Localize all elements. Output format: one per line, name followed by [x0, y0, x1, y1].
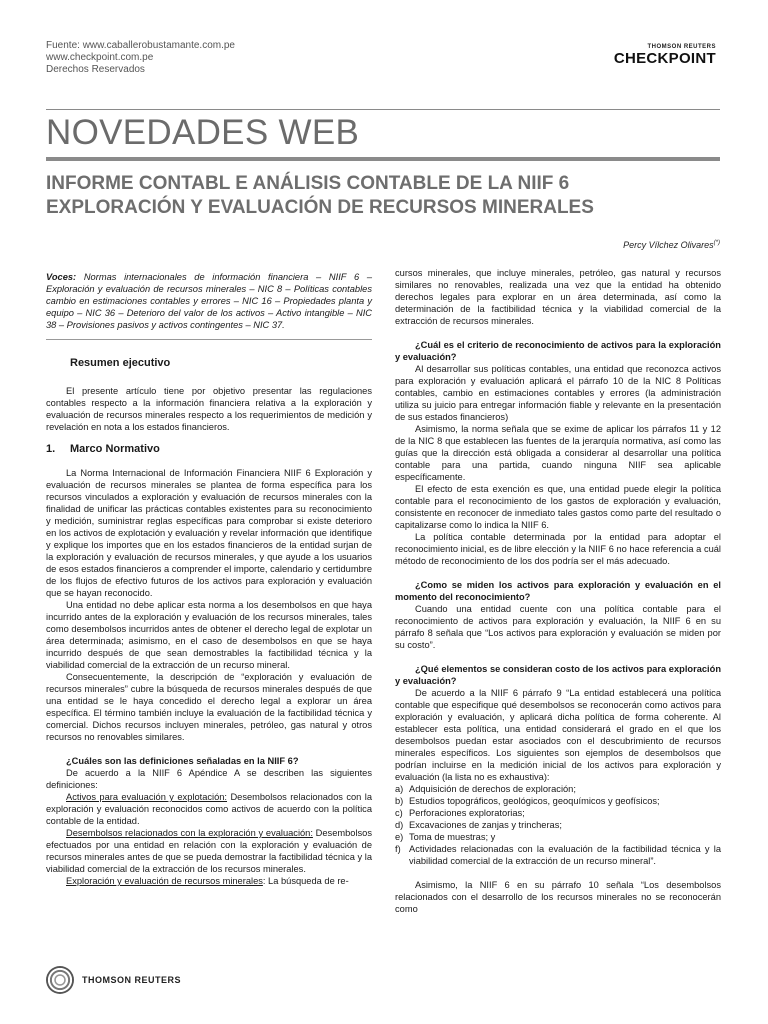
body-paragraph: Asimismo, la NIIF 6 en su párrafo 10 señala “Los desembolsos relacionados con el desarrollo de los recursos minerales no se reconocerán como — [395, 880, 721, 914]
list-item — [395, 843, 721, 867]
checkpoint-logo — [614, 44, 716, 67]
source-line: www.checkpoint.com.pe — [46, 52, 154, 63]
body-paragraph: Al desarrollar sus políticas contables, una entidad que reconozca activos para exploración y evaluación aplicará el párrafo 10 de la NIC 8 Políticas contables, cambio en estimaciones contables y errores (la administración utiliza su juicio para entregar información fiable y relevante en la presentación de sus estados financieros) — [395, 364, 721, 422]
footer-logo-text: THOMSON REUTERS — [82, 975, 182, 985]
question-heading: ¿Qué elementos se consideran costo de los activos para exploración y evaluación? — [395, 664, 721, 686]
top-divider — [46, 109, 720, 110]
definition-term: Exploración y evaluación de recursos minerales — [66, 876, 263, 886]
body-paragraph: Asimismo, la norma señala que se exime de aplicar los párrafos 11 y 12 de la NIC 8 que establecen las fuentes de la jerarquía normativa, así como las guías que la dirección está obligada a considerar al desarrollar una política contable para una partida, cuando ninguna NIIF sea aplicable específicamente. — [395, 424, 721, 482]
list-text: Adquisición de derechos de exploración; — [409, 784, 576, 794]
list-letter: e) — [395, 832, 404, 842]
question-heading: ¿Cuáles son las definiciones señaladas en la NIIF 6? — [66, 756, 299, 766]
definition-paragraph — [46, 875, 372, 887]
list-text: Toma de muestras; y — [409, 832, 496, 842]
question-heading: ¿Cuál es el criterio de reconocimiento de activos para la exploración y evaluación? — [395, 340, 721, 362]
list-text: Perforaciones exploratorias; — [409, 808, 525, 818]
summary-paragraph: El presente artículo tiene por objetivo presentar las regulaciones contables respecto a la información financiera relativa a la exploración y evaluación de recursos minerales respecto a los requerimientos de medición y revelación en nota a los estados financieros. — [46, 386, 372, 432]
list-item — [395, 783, 721, 795]
keywords-divider — [46, 339, 372, 340]
section-heading-text: Marco Normativo — [70, 443, 160, 455]
body-paragraph: De acuerdo a la NIIF 6 párrafo 9 “La entidad establecerá una política contable que especifique qué desembolsos se reconocerán como activos para exploración y evaluación, y aplicará dicha política de forma coherente. Al establecer esta política, una entidad considerará el grado en el que los desembolsos puedan estar asociados con el descubrimiento de recursos minerales específicos. Los siguientes son ejemplos de desembolsos que podrían incluirse en la medición inicial de los activos para exploración y evaluación (la lista no es exhaustiva): — [395, 688, 721, 782]
section-heading — [46, 443, 372, 455]
list-text: Estudios topográficos, geológicos, geoquímicos y geofísicos; — [409, 796, 660, 806]
section-title: NOVEDADES WEB — [46, 113, 360, 152]
definition-text: Desembolsos relacionados con la exploración y evaluación reconocidos como activos de acuerdo con la política contable de la entidad. — [46, 792, 372, 826]
definition-text: : La búsqueda de re- — [262, 876, 349, 886]
list-letter: b) — [395, 796, 404, 806]
keywords-text: Normas internacionales de información financiera – NIIF 6 – Exploración y evaluación de recursos minerales – NIC 8 – Políticas contables cambio en estimaciones contables y errores – NIC 16 – Propiedades planta y equipo – NIC 36 – Deterioro del valor de los activos – Activo intangible – NIC 38 – Provisiones pasivos y activos contingentes – NIC 37. — [46, 272, 372, 330]
keywords-block — [46, 271, 372, 337]
list-item — [395, 795, 721, 807]
source-line: Fuente: www.caballerobustamante.com.pe — [46, 40, 235, 51]
definition-term: Desembolsos relacionados con la exploración y evaluación: — [66, 828, 313, 838]
thomson-reuters-logo-icon — [46, 966, 74, 994]
document-title-line: EXPLORACIÓN Y EVALUACIÓN DE RECURSOS MINERALES — [46, 197, 594, 218]
author-byline — [623, 240, 720, 250]
list-item — [395, 807, 721, 819]
document-title — [46, 172, 726, 220]
list-item — [395, 819, 721, 831]
thick-divider — [46, 157, 720, 161]
section-number: 1. — [46, 443, 56, 455]
list-item — [395, 831, 721, 843]
keywords-label: Voces: — [46, 272, 77, 282]
body-paragraph: cursos minerales, que incluye minerales, petróleo, gas natural y recursos similares no renovables, realizada una vez que la entidad ha obtenido derechos legales para explorar en un área determinada, así como la determinación de la factibilidad técnica y la viabilidad comercial de la extracción de recursos minerales. — [395, 268, 721, 326]
list-text: Actividades relacionadas con la evaluación de la factibilidad técnica y la viabilidad comercial de la extracción de un recurso mineral”. — [409, 844, 721, 866]
definition-paragraph — [46, 827, 372, 875]
footer — [46, 966, 181, 994]
body-paragraph: Consecuentemente, la descripción de “exploración y evaluación de recursos minerales” cubre la búsqueda de recursos minerales después de que una entidad se le haya concedido el derecho legal a explorar un área específica. El término también incluye la evaluación de la factibilidad técnica y comercial. Dichos recursos incluyen minerales, petróleo, gas natural y otros recursos no renovables similares. — [46, 672, 372, 742]
document-title-line: INFORME CONTABL E ANÁLISIS CONTABLE DE LA NIIF 6 — [46, 173, 570, 194]
cost-elements-list — [395, 783, 721, 867]
question-heading: ¿Como se miden los activos para exploración y evaluación en el momento del reconocimiento? — [395, 580, 721, 602]
definition-paragraph — [46, 791, 372, 827]
body-paragraph: Una entidad no debe aplicar esta norma a los desembolsos en que haya incurrido antes de la exploración y evaluación de los recursos minerales, tales como desembolsos incurridos antes de obtener el derecho legal de explotar un área determinada; asimismo, en el caso de desembolsos en que se haya incurrido después de que sean demostrables la factibilidad técnica y la viabilidad comercial de la extracción de un recurso mineral. — [46, 600, 372, 670]
list-letter: c) — [395, 808, 403, 818]
body-paragraph: La Norma Internacional de Información Financiera NIIF 6 Exploración y evaluación de recursos minerales se plantea de forma específica para los recursos vinculados a exploración y evaluación de recursos minerales con la finalidad de unificar las prácticas contables existentes para su reconocimiento y medición, suministrar reglas específicas para comprobar si existe deterioro en los activos de explotación y evaluación y revelar información que identifique y explique los importes que en los estados financieros de la entidad surjan de la exploración y evaluación de recursos minerales, y que ayude a los usuarios de esos estados financieros a comprender el importe, calendario y certidumbre de los flujos de efectivo futuros de los activos para exploración y evaluación que se hayan reconocido. — [46, 468, 372, 598]
list-letter: d) — [395, 820, 404, 830]
body-paragraph: La política contable determinada por la entidad para adoptar el reconocimiento inicial, es de libre elección y la NIIF 6 no hace referencia a cuál método de reconocimiento de los dos podría ser el más adecuado. — [395, 532, 721, 566]
author-name: Percy Vílchez Olivares — [623, 240, 714, 250]
list-letter: f) — [395, 844, 401, 854]
definition-text: Desembolsos efectuados por una entidad en relación con la exploración y evaluación de recursos minerales antes de que se pueda demostrar la factibilidad técnica y la viabilidad comercial de la extracción de los recursos minerales. — [46, 828, 372, 874]
body-paragraph: Cuando una entidad cuente con una política contable para el reconocimiento de activos para exploración y evaluación, la NIIF 6 en su párrafo 8 señala que “Los activos para exploración y evaluación se miden por su costo”. — [395, 604, 721, 650]
definition-term: Activos para evaluación y explotación: — [66, 792, 228, 802]
brand-top-text: THOMSON REUTERS — [647, 44, 716, 50]
list-text: Excavaciones de zanjas y trincheras; — [409, 820, 562, 830]
source-info — [46, 40, 235, 76]
brand-main-text: CHECKPOINT — [613, 50, 716, 67]
author-footnote-mark: (*) — [713, 240, 720, 246]
right-column — [395, 267, 721, 915]
list-letter: a) — [395, 784, 404, 794]
body-paragraph: El efecto de esta exención es que, una entidad puede elegir la política contable para el reconocimiento de los gastos de exploración y evaluación, consistente en reconocer de inmediato tales gastos como parte del resultado o capitalizarse como lo indica la NIIF 6. — [395, 484, 721, 530]
summary-heading: Resumen ejecutivo — [70, 357, 171, 369]
left-column — [46, 271, 372, 887]
body-paragraph: De acuerdo a la NIIF 6 Apéndice A se describen las siguientes definiciones: — [46, 768, 372, 790]
source-line: Derechos Reservados — [46, 64, 145, 75]
